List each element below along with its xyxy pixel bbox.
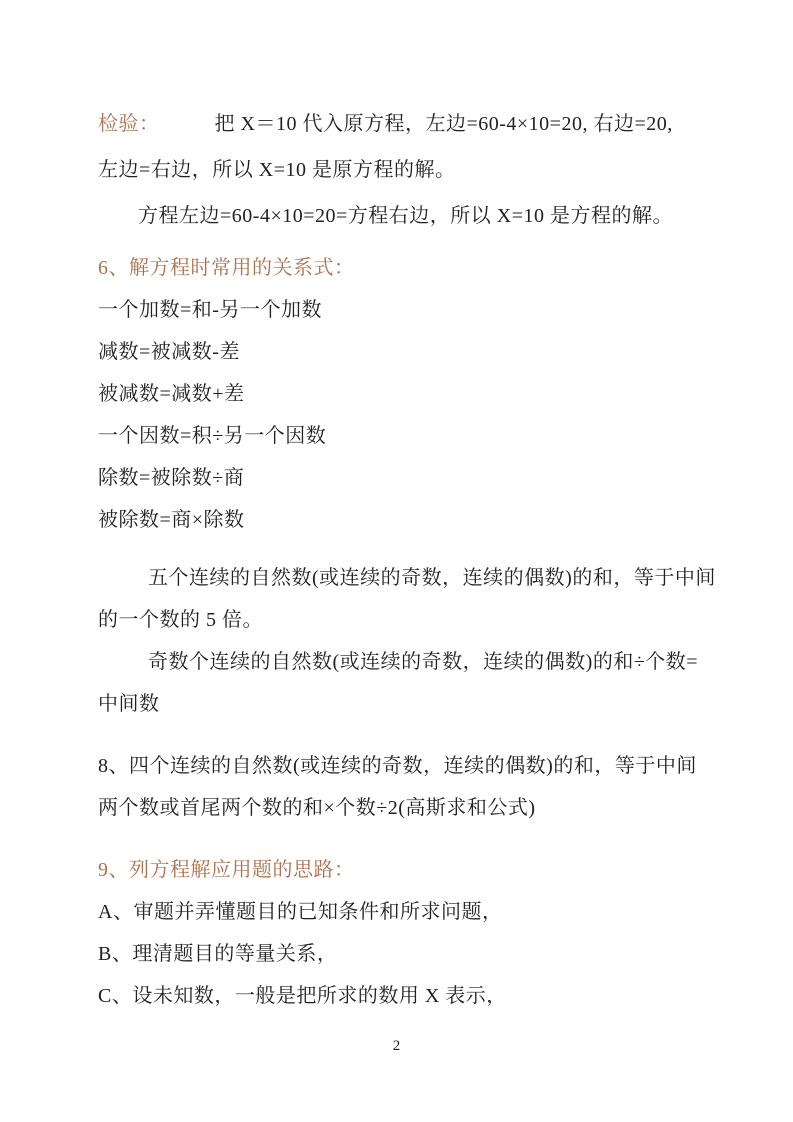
check-paragraph-line-1 [98, 101, 693, 147]
formula-line: 被除数=商×除数 [98, 509, 245, 531]
section9-item-b: B、理清题目的等量关系， [98, 943, 338, 965]
section7-para2-line-2: 中间数 [98, 693, 160, 715]
check-text-2: 左边=右边，所以 X=10 是原方程的解。 [98, 159, 456, 181]
section7-para1-line-1: 五个连续的自然数(或连续的奇数，连续的偶数)的和，等于中间 [148, 567, 716, 589]
check-label: 检验： [98, 113, 160, 135]
formula-line: 被减数=减数+差 [98, 383, 245, 405]
formula-line: 一个因数=积÷另一个因数 [98, 425, 327, 447]
check-text-3: 方程左边=60-4×10=20=方程右边，所以 X=10 是方程的解。 [138, 205, 673, 227]
page-content [98, 101, 716, 1017]
page-number: 2 [392, 1038, 401, 1054]
formula-line: 减数=被减数-差 [98, 341, 240, 363]
section8-line-2: 两个数或首尾两个数的和×个数÷2(高斯求和公式) [98, 797, 536, 819]
section6-heading: 6、解方程时常用的关系式： [98, 257, 355, 279]
section8-line-1: 8、四个连续的自然数(或连续的奇数，连续的偶数)的和，等于中间 [98, 755, 697, 777]
section7-para2-line-1: 奇数个连续的自然数(或连续的奇数，连续的偶数)的和÷个数= [148, 651, 699, 673]
formula-line: 除数=被除数÷商 [98, 467, 245, 489]
formula-line: 一个加数=和-另一个加数 [98, 299, 322, 321]
section9-heading: 9、列方程解应用题的思路： [98, 859, 355, 881]
check-text-1: 把 X＝10 代入原方程，左边=60-4×10=20, 右边=20, [214, 113, 673, 135]
section9-item-a: A、审题并弄懂题目的已知条件和所求问题， [98, 901, 503, 923]
section7-para1-line-2: 的一个数的 5 倍。 [98, 609, 263, 631]
section9-item-c: C、设未知数，一般是把所求的数用 X 表示， [98, 985, 507, 1007]
